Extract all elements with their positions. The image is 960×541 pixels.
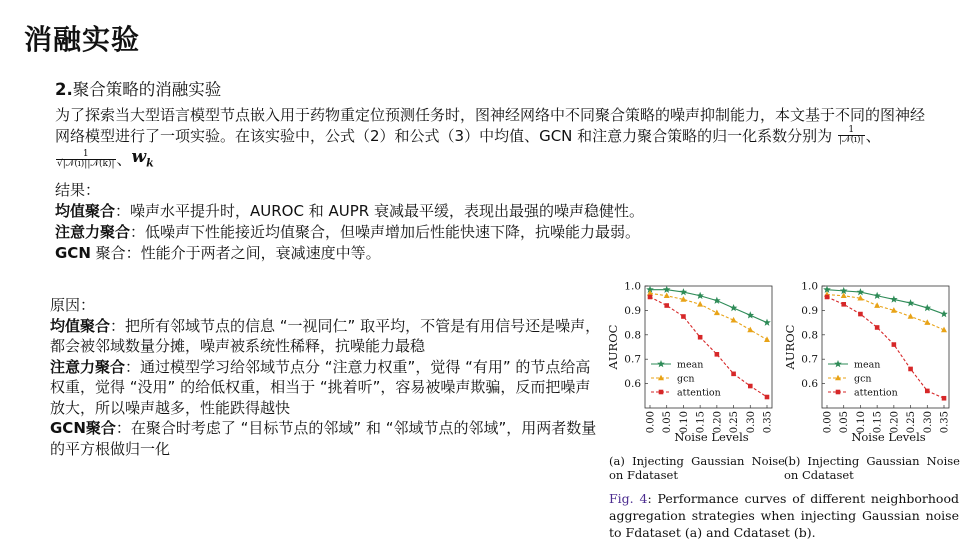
x-tick-label: 0.25	[906, 411, 918, 434]
series-line-attention	[827, 297, 944, 398]
mean-coef-denominator: |𝒩(i)|	[838, 135, 864, 145]
y-tick-label: 0.6	[801, 378, 818, 391]
reason-label: 均值聚合	[50, 316, 111, 335]
legend-label-gcn: gcn	[677, 373, 695, 385]
result-item-attention	[55, 222, 815, 243]
data-point-attention	[664, 303, 669, 308]
result-text: ：低噪声下性能接近均值聚合，但噪声增加后性能快速下降，抗噪能力最弱。	[130, 223, 641, 241]
chart-cdataset	[777, 272, 957, 452]
reason-text: ：把所有邻域节点的信息 “一视同仁” 取平均，不管是有用信号还是噪声，都会被邻域数量分摊，噪声被系统性稀释，抗噪能力最稳	[50, 316, 601, 355]
figure-caption-text: : Performance curves of different neighborhood aggregation strategies when injecting Gaussian noise to Fdataset (a) and Cdataset (b).	[609, 491, 959, 540]
data-point-mean	[763, 319, 771, 326]
data-point-mean	[857, 288, 865, 295]
results-heading: 结果：	[55, 181, 101, 199]
wk-symbol: w	[131, 147, 147, 167]
data-point-mean	[746, 311, 754, 318]
result-text: ：性能介于两者之间，衰减速度中等。	[125, 244, 381, 262]
section-title: 聚合策略的消融实验	[72, 80, 222, 99]
data-point-mean	[696, 292, 704, 299]
result-item-mean	[55, 201, 815, 222]
x-tick-label: 0.05	[839, 411, 851, 434]
gcn-coefficient-formula	[55, 150, 117, 171]
data-point-mean	[907, 299, 915, 306]
data-point-mean	[923, 304, 931, 311]
data-point-attention	[841, 302, 846, 307]
data-point-gcn	[747, 327, 753, 333]
y-axis-label: AUROC	[783, 324, 797, 370]
x-axis-label: Noise Levels	[674, 430, 749, 444]
result-item-gcn	[55, 243, 815, 264]
legend-marker-mean	[657, 360, 665, 367]
data-point-attention	[681, 314, 686, 319]
wk-subscript: k	[146, 156, 154, 170]
legend-label-gcn: gcn	[854, 373, 872, 385]
data-point-attention	[925, 389, 930, 394]
data-point-mean	[680, 288, 688, 295]
x-tick-label: 0.30	[922, 411, 934, 434]
reasons-heading: 原因：	[50, 296, 96, 314]
y-axis-label: AUROC	[606, 324, 620, 370]
x-tick-label: 0.20	[712, 411, 724, 434]
mean-coef-numerator: 1	[838, 126, 865, 136]
series-attention	[825, 295, 947, 401]
legend-marker-mean	[834, 360, 842, 367]
data-point-attention	[698, 335, 703, 340]
data-point-gcn	[714, 310, 720, 316]
mean-coefficient-formula	[837, 126, 866, 147]
result-text: ：噪声水平提升时，AUROC 和 AUPR 衰减最平缓，表现出最强的噪声稳健性。	[115, 202, 644, 220]
reason-item-attention	[50, 357, 605, 419]
result-label: 均值聚合	[55, 202, 116, 220]
x-tick-label: 0.30	[745, 411, 757, 434]
x-axis-label: Noise Levels	[851, 430, 926, 444]
formula-separator: 、	[116, 150, 132, 169]
gcn-coef-numerator: 1	[56, 150, 116, 160]
result-label-suffix: 聚合	[90, 244, 126, 262]
y-tick-label: 0.6	[624, 378, 641, 391]
legend-marker-attention	[836, 390, 841, 395]
data-point-attention	[731, 372, 736, 377]
reason-label: 注意力聚合	[50, 357, 126, 376]
data-point-mean	[663, 286, 671, 293]
result-label: 注意力聚合	[55, 223, 131, 241]
x-tick-label: 0.25	[729, 411, 741, 434]
series-line-mean	[827, 290, 944, 314]
y-tick-label: 1.0	[624, 280, 641, 293]
legend-label-attention: attention	[854, 387, 898, 399]
data-point-mean	[730, 304, 738, 311]
reason-label: GCN聚合	[50, 419, 116, 437]
reason-text: ：通过模型学习给邻域节点分 “注意力权重”，觉得 “有用” 的节点给高权重，觉得 “没用” 的给低权重，相当于 “挑着听”，容易被噪声欺骗，反而把噪声放大，所以噪声越多，性能跌得越快	[50, 357, 591, 417]
figure-label: Fig. 4	[609, 491, 648, 506]
x-tick-label: 0.20	[889, 411, 901, 434]
data-point-mean	[873, 292, 881, 299]
x-tick-label: 0.10	[855, 411, 867, 434]
y-tick-label: 0.9	[801, 304, 818, 317]
results-block	[55, 180, 815, 264]
data-point-attention	[875, 325, 880, 330]
series-mean	[823, 286, 948, 318]
section-number: 2.	[55, 80, 73, 99]
reason-item-gcn	[50, 418, 605, 459]
reason-text: ：在聚合时考虑了 “目标节点的邻域” 和 “邻域节点的邻域”，用两者数量的平方根做归一化	[50, 419, 597, 458]
slide-title: 消融实验	[24, 23, 141, 56]
data-point-mean	[713, 297, 721, 304]
y-tick-label: 0.8	[801, 329, 818, 342]
data-point-attention	[648, 295, 653, 300]
y-tick-label: 0.9	[624, 304, 641, 317]
x-tick-label: 0.00	[822, 411, 834, 434]
y-tick-label: 0.8	[624, 329, 641, 342]
data-point-gcn	[697, 301, 703, 307]
gcn-coef-denominator: √|𝒩(i)||𝒩(k)|	[57, 158, 115, 169]
data-point-attention	[942, 396, 947, 401]
data-point-attention	[908, 367, 913, 372]
y-tick-label: 0.7	[624, 353, 641, 366]
data-point-attention	[892, 342, 897, 347]
series-attention	[648, 295, 770, 400]
x-tick-label: 0.00	[645, 411, 657, 434]
x-tick-label: 0.35	[762, 411, 774, 434]
data-point-attention	[748, 384, 753, 389]
figure-4	[600, 272, 960, 540]
series-line-attention	[650, 297, 767, 397]
figure-caption	[609, 490, 959, 541]
data-point-attention	[765, 395, 770, 400]
legend-marker-attention	[659, 390, 664, 395]
subcaption-a: (a) Injecting Gaussian Noise on Fdataset	[609, 454, 785, 482]
x-tick-label: 0.15	[695, 411, 707, 434]
reason-item-mean	[50, 316, 605, 357]
legend	[828, 360, 898, 399]
legend-label-attention: attention	[677, 387, 721, 399]
data-point-attention	[715, 352, 720, 357]
result-label: GCN	[55, 244, 91, 262]
y-tick-label: 0.7	[801, 353, 818, 366]
data-point-attention	[858, 312, 863, 317]
data-point-gcn	[874, 302, 880, 308]
x-tick-label: 0.35	[939, 411, 951, 434]
data-point-gcn	[664, 292, 670, 298]
data-point-gcn	[908, 313, 914, 319]
formula-separator: 、	[865, 127, 881, 145]
x-tick-label: 0.05	[662, 411, 674, 434]
reasons-block	[50, 295, 605, 459]
x-tick-label: 0.15	[872, 411, 884, 434]
data-point-mean	[940, 310, 948, 317]
section-heading	[55, 76, 221, 100]
intro-text: 为了探索当大型语言模型节点嵌入用于药物重定位预测任务时，图神经网络中不同聚合策略的噪声抑制能力，本文基于不同的图神经网络模型进行了一项实验。在该实验中，公式（2）和公式（3）中均值、GCN 和注意力聚合策略的归一化系数分别为	[55, 106, 926, 145]
y-tick-label: 1.0	[801, 280, 818, 293]
chart-fdataset	[600, 272, 780, 452]
legend-label-mean: mean	[854, 359, 881, 371]
data-point-mean	[890, 295, 898, 302]
x-tick-label: 0.10	[678, 411, 690, 434]
subcaption-b: (b) Injecting Gaussian Noise on Cdataset	[784, 454, 960, 482]
legend-label-mean: mean	[677, 359, 704, 371]
intro-paragraph	[55, 105, 935, 173]
data-point-attention	[825, 295, 830, 300]
legend	[651, 360, 721, 399]
data-point-gcn	[764, 336, 770, 342]
attention-coefficient-wk	[131, 147, 154, 170]
